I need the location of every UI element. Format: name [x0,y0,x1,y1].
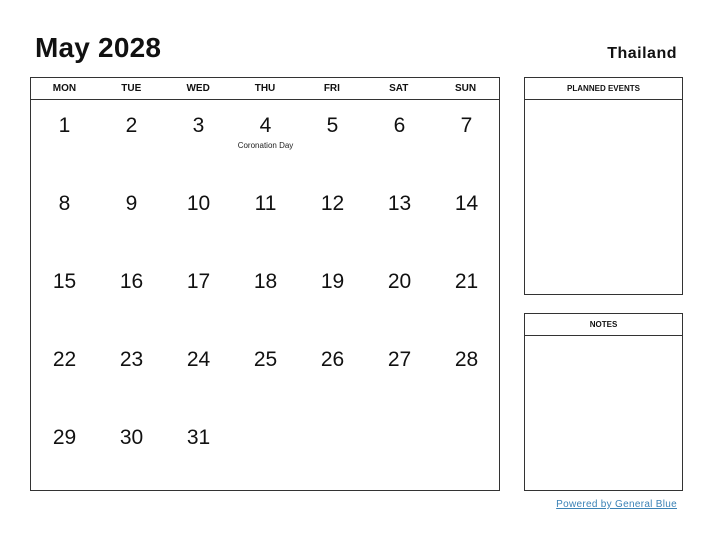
day-number: 12 [320,192,345,215]
day-cell [232,99,299,177]
weekday-thu: THU [254,83,276,94]
day-cell [433,99,500,177]
day-cell [165,411,232,489]
day-number: 26 [320,348,345,371]
day-number: 7 [460,114,473,137]
day-cell [165,177,232,255]
day-number: 31 [186,426,211,449]
day-cell [165,333,232,411]
day-cell [31,177,98,255]
day-cell [98,177,165,255]
day-number: 9 [125,192,138,215]
day-cell [31,99,98,177]
day-cell [165,255,232,333]
day-number: 6 [393,114,406,137]
day-cell [366,177,433,255]
day-number: 14 [454,192,479,215]
day-number: 21 [454,270,479,293]
day-number: 30 [119,426,144,449]
day-number: 10 [186,192,211,215]
day-cell [98,99,165,177]
day-number: 24 [186,348,211,371]
day-number: 1 [58,114,71,137]
day-cell [299,333,366,411]
day-cell [98,255,165,333]
day-cell [31,411,98,489]
planned-events-panel [524,77,683,295]
day-number: 16 [119,270,144,293]
day-number: 18 [253,270,278,293]
day-number: 28 [454,348,479,371]
month-calendar [30,77,500,491]
day-number: 20 [387,270,412,293]
day-cell [98,411,165,489]
country-label: Thailand [607,45,677,62]
holiday-label: Coronation Day [237,141,294,150]
day-cell [366,99,433,177]
day-cell [433,333,500,411]
weekday-sun: SUN [455,83,477,94]
day-number: 11 [254,192,277,215]
day-number: 22 [52,348,77,371]
day-cell [232,333,299,411]
day-number: 2 [125,114,138,137]
day-number: 4 [259,114,272,137]
day-cell [31,255,98,333]
weekday-sat: SAT [389,83,409,94]
notes-heading: NOTES [525,314,682,336]
day-cell [165,99,232,177]
day-cell [98,333,165,411]
page-title: May 2028 [35,32,162,63]
day-cell [299,255,366,333]
day-number: 13 [387,192,412,215]
day-cell [366,255,433,333]
day-number: 23 [119,348,144,371]
weekday-header [31,78,499,100]
day-cell [299,177,366,255]
day-number: 27 [387,348,412,371]
day-number: 17 [186,270,211,293]
day-cell [232,255,299,333]
day-cell [433,177,500,255]
day-number: 3 [192,114,205,137]
day-number: 29 [52,426,77,449]
weekday-fri: FRI [323,83,340,94]
notes-panel [524,313,683,491]
day-cell [433,255,500,333]
planned-events-heading: PLANNED EVENTS [525,78,682,100]
day-number: 5 [326,114,339,137]
weekday-mon: MON [52,83,77,94]
weekday-tue: TUE [121,83,142,94]
day-cell [31,333,98,411]
powered-by-link[interactable]: Powered by General Blue [556,499,677,510]
day-number: 25 [253,348,278,371]
day-number: 15 [52,270,77,293]
day-number: 19 [320,270,345,293]
day-cell [232,177,299,255]
day-cell [299,99,366,177]
day-number: 8 [58,192,71,215]
day-cell [366,333,433,411]
weekday-wed: WED [186,83,210,94]
